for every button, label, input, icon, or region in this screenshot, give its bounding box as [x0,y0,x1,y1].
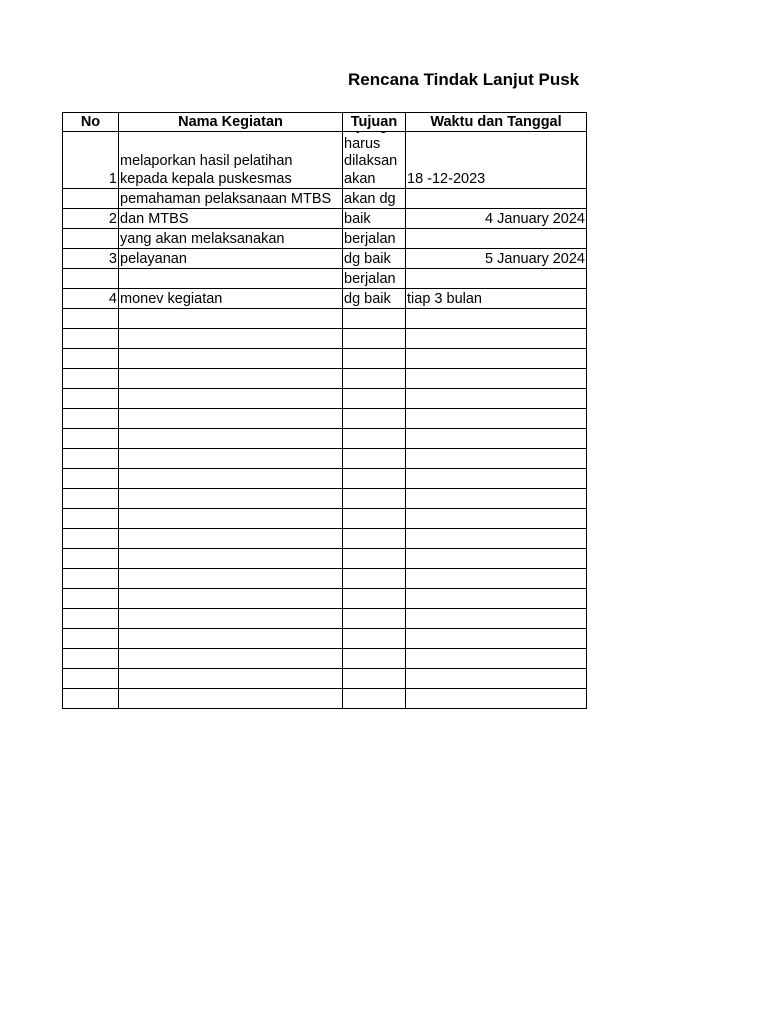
empty-cell [343,449,406,469]
empty-cell [406,429,587,449]
header-row [63,113,587,132]
empty-cell [343,529,406,549]
cell-waktu [406,229,587,249]
empty-row [63,589,587,609]
empty-cell [63,329,119,349]
empty-cell [119,549,343,569]
cell-tujuan [343,132,406,189]
empty-cell [119,649,343,669]
empty-cell [119,589,343,609]
empty-row [63,629,587,649]
table-row [63,132,587,189]
empty-row [63,389,587,409]
empty-row [63,349,587,369]
empty-row [63,509,587,529]
cell-kegiatan: pelayanan [119,249,343,269]
empty-cell [119,509,343,529]
empty-cell [406,689,587,709]
empty-cell [119,349,343,369]
empty-cell [343,689,406,709]
empty-cell [406,409,587,429]
table-row [63,229,587,249]
empty-row [63,489,587,509]
empty-cell [343,569,406,589]
empty-cell [406,469,587,489]
table-row [63,269,587,289]
empty-cell [119,529,343,549]
empty-cell [406,489,587,509]
cell-tujuan-text: harus dilaksan akan [344,135,398,187]
empty-row [63,369,587,389]
cell-no: 4 [63,289,119,309]
empty-row [63,569,587,589]
empty-cell [343,329,406,349]
cell-waktu [406,189,587,209]
empty-cell [343,389,406,409]
table-row [63,249,587,269]
cell-kegiatan: melaporkan hasil pelatihan kepada kepala puskesmas [119,132,343,189]
empty-cell [119,569,343,589]
cell-kegiatan: pemahaman pelaksanaan MTBS [119,189,343,209]
empty-cell [406,529,587,549]
empty-cell [119,689,343,709]
empty-cell [406,389,587,409]
table-row [63,209,587,229]
empty-cell [119,329,343,349]
empty-row [63,329,587,349]
cell-waktu: 4 January 2024 [406,209,587,229]
empty-row [63,689,587,709]
empty-row [63,409,587,429]
cell-waktu [406,269,587,289]
empty-row [63,529,587,549]
empty-cell [343,549,406,569]
empty-cell [119,669,343,689]
cell-no [63,269,119,289]
empty-cell [63,409,119,429]
empty-cell [63,549,119,569]
empty-cell [63,349,119,369]
cell-tujuan: dg baik [343,289,406,309]
empty-cell [406,309,587,329]
cell-tujuan: baik [343,209,406,229]
empty-cell [406,589,587,609]
empty-cell [406,349,587,369]
empty-row [63,449,587,469]
empty-cell [63,509,119,529]
empty-cell [343,589,406,609]
document-title: Rencana Tindak Lanjut Pusk [348,70,580,89]
cell-no: 3 [63,249,119,269]
empty-cell [406,609,587,629]
empty-cell [63,449,119,469]
empty-cell [119,489,343,509]
table-row [63,289,587,309]
empty-cell [343,669,406,689]
empty-cell [63,529,119,549]
header-no: No [63,113,119,132]
empty-cell [119,369,343,389]
empty-cell [406,549,587,569]
empty-row [63,469,587,489]
cell-waktu: 18 -12-2023 [406,132,587,189]
empty-row [63,549,587,569]
header-waktu: Waktu dan Tanggal [406,113,587,132]
empty-cell [63,309,119,329]
empty-cell [343,309,406,329]
cell-no [63,189,119,209]
empty-cell [343,429,406,449]
empty-row [63,429,587,449]
empty-cell [406,369,587,389]
empty-cell [406,509,587,529]
plan-table [62,112,587,709]
empty-cell [63,389,119,409]
empty-cell [119,429,343,449]
empty-cell [63,369,119,389]
cell-waktu: tiap 3 bulan [406,289,587,309]
empty-cell [119,389,343,409]
empty-row [63,309,587,329]
cell-no: 1 [63,132,119,189]
cell-tujuan: berjalan [343,229,406,249]
empty-cell [63,649,119,669]
cell-no [63,229,119,249]
empty-cell [119,469,343,489]
empty-cell [63,469,119,489]
empty-row [63,609,587,629]
cell-no: 2 [63,209,119,229]
empty-row [63,649,587,669]
empty-cell [406,449,587,469]
empty-cell [63,429,119,449]
empty-cell [343,469,406,489]
empty-cell [119,629,343,649]
empty-cell [63,609,119,629]
table-row [63,189,587,209]
empty-cell [343,609,406,629]
empty-cell [343,349,406,369]
empty-cell [63,669,119,689]
empty-cell [119,309,343,329]
empty-cell [406,649,587,669]
empty-cell [63,569,119,589]
empty-cell [406,629,587,649]
empty-cell [406,329,587,349]
empty-cell [343,409,406,429]
empty-cell [119,409,343,429]
empty-cell [63,589,119,609]
empty-cell [343,509,406,529]
cell-waktu: 5 January 2024 [406,249,587,269]
empty-cell [343,489,406,509]
empty-cell [119,609,343,629]
cell-kegiatan: dan MTBS [119,209,343,229]
empty-cell [63,689,119,709]
empty-cell [343,629,406,649]
empty-cell [343,649,406,669]
empty-cell [63,629,119,649]
empty-cell [343,369,406,389]
cell-tujuan: akan dg [343,189,406,209]
empty-row [63,669,587,689]
empty-cell [406,569,587,589]
empty-cell [119,449,343,469]
cell-tujuan: berjalan [343,269,406,289]
empty-cell [406,669,587,689]
header-nama-kegiatan: Nama Kegiatan [119,113,343,132]
cell-kegiatan: monev kegiatan [119,289,343,309]
cell-kegiatan: yang akan melaksanakan [119,229,343,249]
cell-tujuan: dg baik [343,249,406,269]
header-tujuan: Tujuan [343,113,406,132]
cell-kegiatan [119,269,343,289]
empty-cell [63,489,119,509]
